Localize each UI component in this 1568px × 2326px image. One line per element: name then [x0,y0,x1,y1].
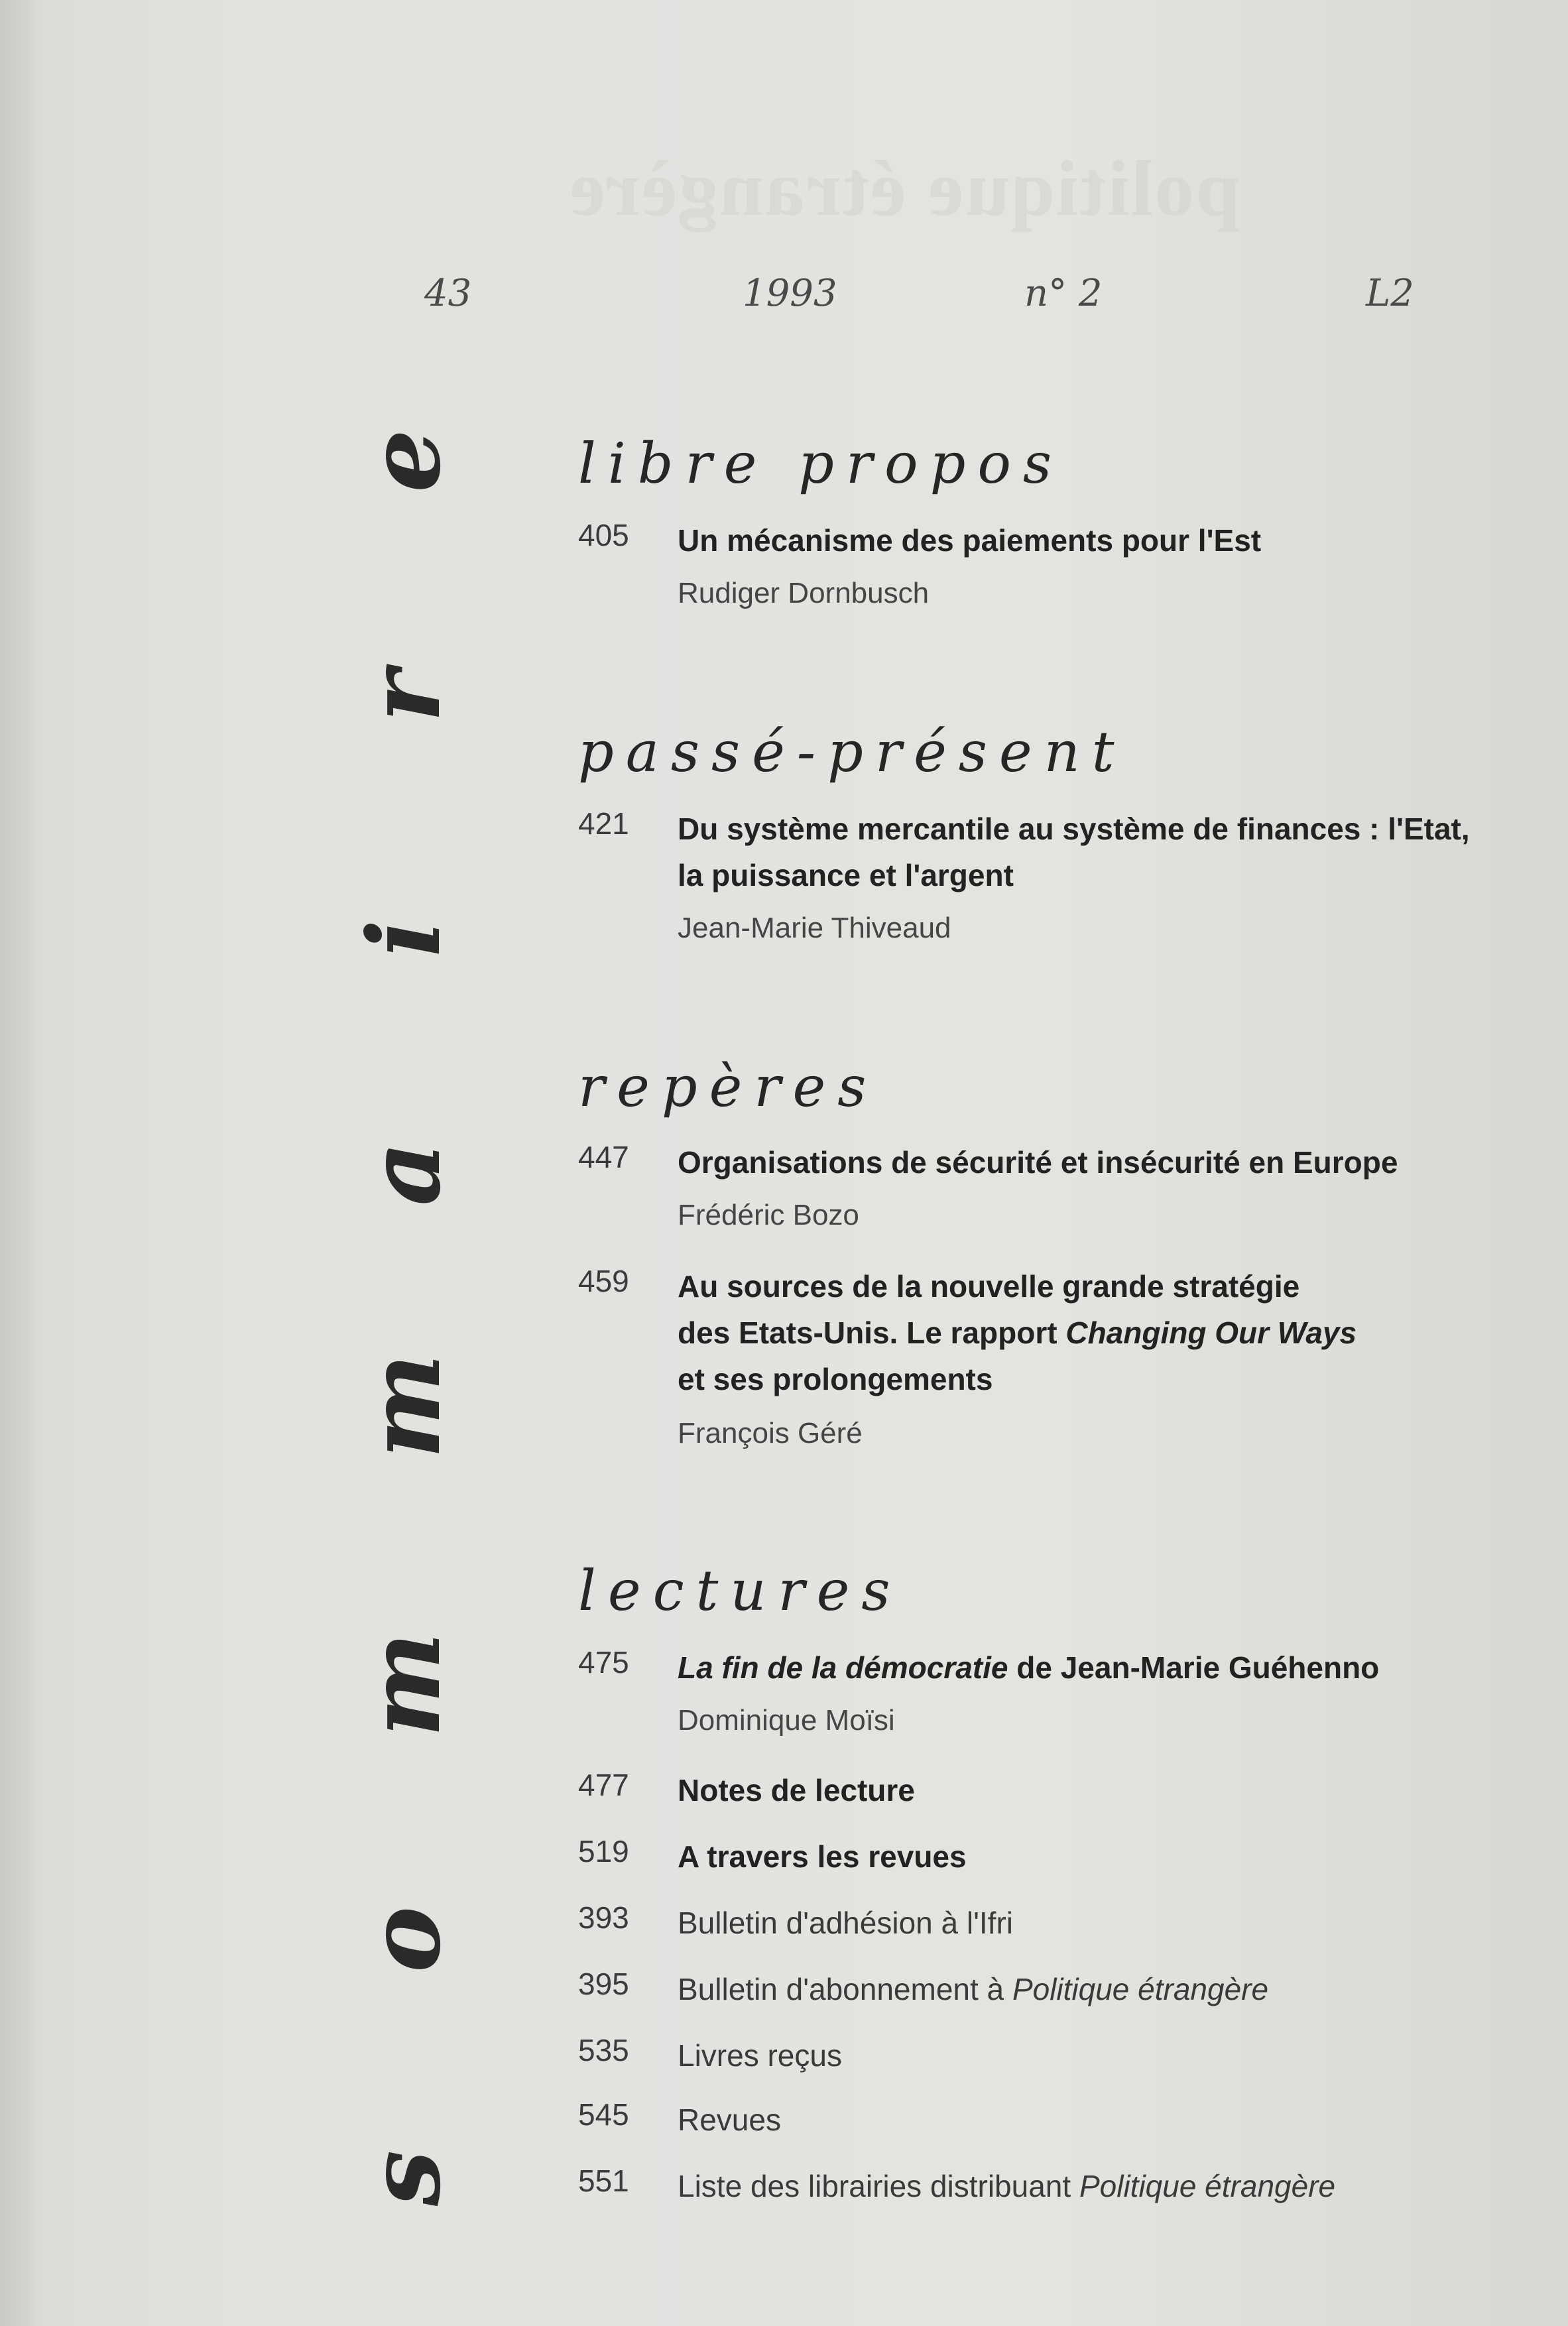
vertical-title-letter: m [346,1632,463,1737]
entry-title-italic: Politique étrangère [1012,1972,1269,2006]
entry-title: Un mécanisme des paiements pour l'Est [678,523,1262,558]
entry-title-line: Du système mercantile au système de finances : l'Etat, [678,812,1470,846]
entry-title [678,2163,1539,2209]
handwritten-note-number: n° 2 [1024,272,1103,315]
page-number: 477 [578,1768,629,1802]
vertical-title-letter: s [346,2150,463,2207]
entry-title-rest: Liste des librairies distribuant [678,2169,1071,2203]
handwritten-note-year: 1993 [743,272,837,315]
entry-title-line: des Etats-Unis. Le rapport [678,1316,1057,1350]
vertical-title-letter: i [346,919,463,957]
entry-title [678,1966,1539,2012]
vertical-title-letter: a [346,1141,463,1206]
section-title-lectures: lectures [578,1558,902,1623]
section-title-libre-propos: libre propos [578,431,1064,496]
vertical-title-letter: m [346,1353,463,1459]
entry-title: Livres reçus [678,2038,842,2073]
page-number: 421 [578,806,629,841]
page-number: 405 [578,518,629,552]
entry-title-line: et ses prolongements [678,1362,993,1396]
entry-title: A travers les revues [678,1839,967,1874]
entry-title: Revues [678,2103,781,2137]
section-title-reperes: repères [578,1054,878,1119]
handwritten-note-volume: 43 [424,272,472,315]
entry-title [678,806,1539,898]
entry-title: Organisations de sécurité et insécurité en Europe [678,1145,1398,1180]
page-number: 545 [578,2097,629,2132]
page-number: 395 [578,1967,629,2001]
entry-title: Notes de lecture [678,1773,915,1807]
entry-author: Jean-Marie Thiveaud [678,912,951,944]
entry-title [678,1263,1539,1402]
page-number: 459 [578,1264,629,1298]
entry-title-italic: Changing Our Ways [1065,1316,1357,1350]
handwritten-note-code: L2 [1366,272,1414,315]
page-number: 447 [578,1140,629,1174]
entry-title [678,1644,1539,1691]
entry-title-rest: Bulletin d'abonnement à [678,1972,1004,2006]
entry-title-italic: Politique étrangère [1079,2169,1336,2203]
entry-author: Dominique Moïsi [678,1704,895,1737]
entry-title-line: Au sources de la nouvelle grande stratégie [678,1269,1300,1304]
entry-title: Bulletin d'adhésion à l'Ifri [678,1906,1013,1940]
section-title-passe-present: passé-présent [578,719,1126,784]
entry-author: Frédéric Bozo [678,1199,859,1231]
entry-author: Rudiger Dornbusch [678,577,930,609]
entry-title-line: la puissance et l'argent [678,858,1014,892]
page-number: 551 [578,2164,629,2198]
entry-title-rest: de Jean-Marie Guéhenno [1016,1650,1380,1685]
entry-author: François Géré [678,1417,863,1449]
page-number: 519 [578,1834,629,1868]
page-number: 393 [578,1900,629,1935]
page-number: 475 [578,1645,629,1680]
vertical-title-letter: o [346,1906,463,1973]
bleed-through-text: politique étrangère [568,144,1240,232]
vertical-title-letter: e [346,429,463,493]
entry-title-italic: La fin de la démocratie [678,1650,1008,1685]
vertical-title-letter: r [346,670,463,723]
page-number: 535 [578,2033,629,2067]
